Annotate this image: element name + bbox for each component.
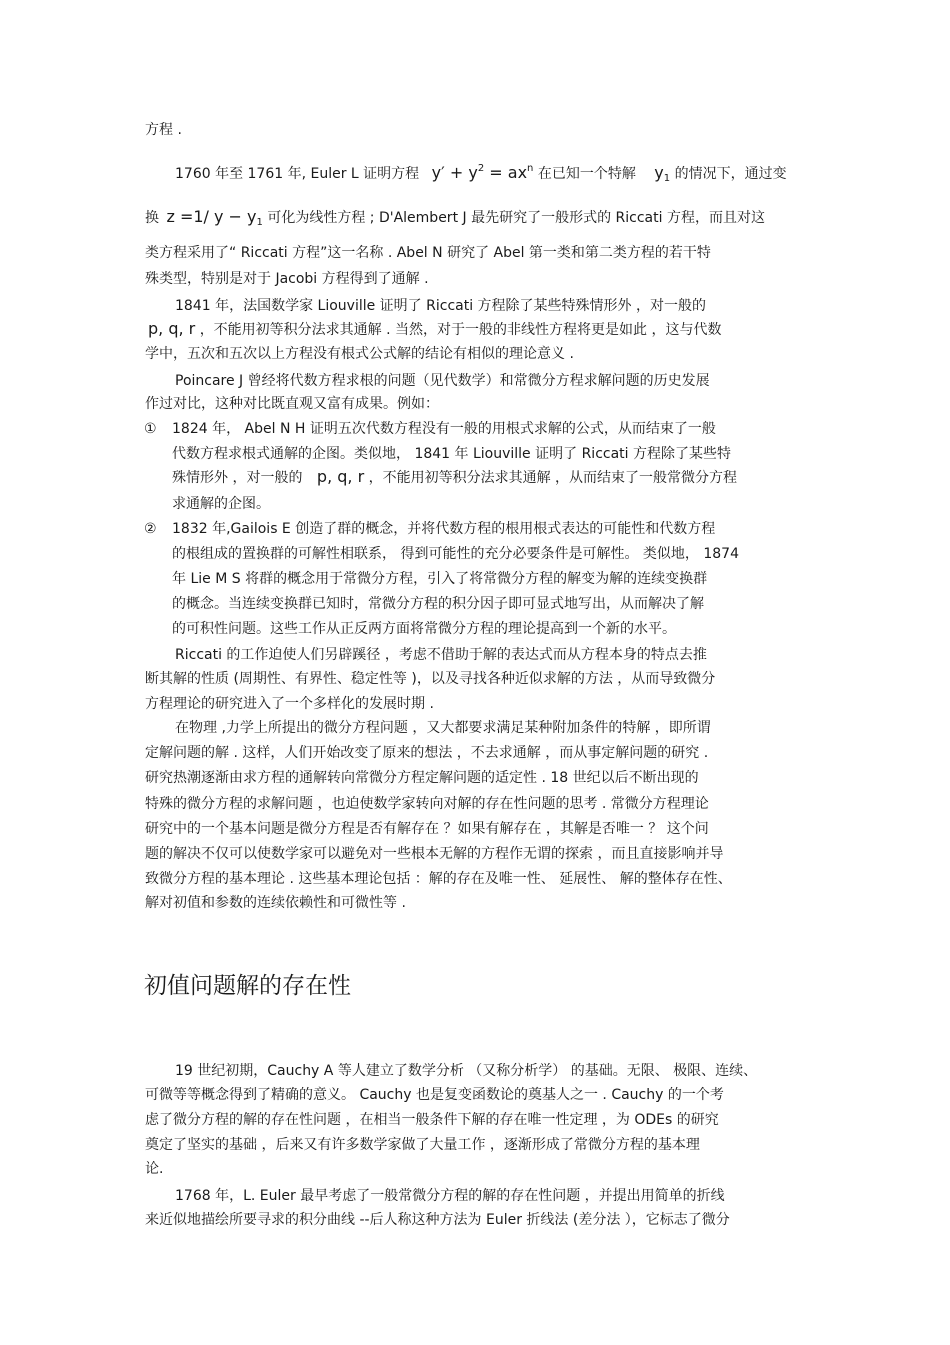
math-symbol: + [449,163,464,182]
pqr-symbols: p, q, r [316,467,365,486]
text-line: Riccati 的工作迫使人们另辟蹊径 ，考虑不借助于解的表达式而从方程本身的特点去推 [175,647,707,663]
pqr-symbols: p, q, r [148,319,196,338]
text-line: 的根组成的置换群的可解性相联系， 得到可能性的充分必要条件是可解性。 类似地， 1874 [172,546,739,562]
text-line: 1832 年,Gailois E 创造了群的概念，并将代数方程的根用根式表达的可能性和代数方程 [172,521,716,537]
math-symbol: = ax [489,163,528,182]
text-line: 在物理 ,力学上所提出的微分方程问题 ，又大都要求满足某种附加条件的特解 ，即所谓 [175,720,711,736]
text-line: 1841 年，法国数学家 Liouville 证明了 Riccati 方程除了某些特殊情形外 ，对一般的 [175,298,706,314]
text-segment: 换 [145,210,159,226]
text-line: 研究中的一个基本问题是微分方程是否有解存在 ？如果有解存在 ，其解是否唯一 ？ 这个问 [145,821,709,837]
math-exponent: 2 [477,163,485,174]
text-line: 殊类型，特别是对于 Jacobi 方程得到了通解 . [145,271,429,287]
text-segment: 在已知一个特解 [537,166,636,182]
text-line: 的概念。当连续变换群已知时，常微分方程的积分因子即可显式地写出，从而解决了解 [172,596,704,612]
list-marker-1: ① [144,421,157,437]
text-line: 年 Lie M S 将群的概念用于常微分方程，引入了将常微分方程的解变为解的连续变换群 [172,571,708,587]
text-line: 解对初值和参数的连续依赖性和可微性等 . [145,895,406,911]
text-line: 论. [145,1161,164,1177]
text-line: 虑了微分方程的解的存在性问题 ，在相当一般条件下解的存在唯一性定理 ，为 ODEs 的研究 [145,1112,719,1128]
text-line: 求通解的企图。 [172,496,270,512]
particular-solution-symbol [654,163,670,182]
text-line: 致微分方程的基本理论 . 这些基本理论包括 ：解的存在及唯一性、 延展性、 解的整体存在性、 [145,871,732,887]
math-subscript: 1 [256,217,263,228]
substitution-formula [166,207,262,226]
text-line: 来近似地描绘所要寻求的积分曲线 --后人称这种方法为 Euler 折线法 (差分法 ），它标志了微分 [145,1212,730,1228]
math-subscript: 1 [663,173,671,184]
text-segment: 的情况下，通过变 [674,166,787,182]
text-segment: 殊情形外 ，对一般的 [172,470,303,486]
text-line: 方程 . [145,122,182,138]
riccati-equation [432,163,534,182]
list-marker-2: ② [144,521,157,537]
text-line [175,160,787,188]
text-segment: 1760 年至 1761 年, Euler L 证明方程 [175,166,420,182]
text-line: 可微等等概念得到了精确的意义。 Cauchy 也是复变函数论的奠基人之一 . Cauchy 的一个考 [145,1087,724,1103]
math-symbol: y [468,163,478,182]
text-line: 定解问题的解 . 这样，人们开始改变了原来的想法 ，不去求通解 ，而从事定解问题的研究 . [145,745,709,761]
text-line: 1768 年，L. Euler 最早考虑了一般常微分方程的解的存在性问题 ，并提出用简单的折线 [175,1188,725,1204]
text-line: 题的解决不仅可以使数学家可以避免对一些根本无解的方程作无谓的探索 ，而且直接影响并导 [145,846,724,862]
text-segment: 可化为线性方程 ; D'Alembert J 最先研究了一般形式的 Riccati 方程，而且对这 [267,210,765,226]
text-line: 代数方程求根式通解的企图。类似地， 1841 年 Liouville 证明了 Riccati 方程除了某些特 [172,446,731,462]
text-line: 特殊的微分方程的求解问题 ，也迫使数学家转向对解的存在性问题的思考 . 常微分方程理论 [145,796,709,812]
text-line: 断其解的性质 (周期性、有界性、稳定性等 )，以及寻找各种近似求解的方法 ，从而导致微分 [145,671,716,687]
text-line [145,208,765,232]
text-line: 类方程采用了“ Riccati 方程”这一名称 . Abel N 研究了 Abel 第一类和第二类方程的若干特 [145,245,711,261]
text-line: 1824 年， Abel N H 证明五次代数方程没有一般的用根式求解的公式，从而结束了一般 [172,421,716,437]
text-line [172,468,737,487]
text-line: 奠定了坚实的基础 ，后来又有许多数学家做了大量工作 ，逐渐形成了常微分方程的基本理 [145,1137,700,1153]
text-line: 研究热潮逐渐由求方程的通解转向常微分方程定解问题的适定性 . 18 世纪以后不断出现的 [145,770,699,786]
text-line: 学中，五次和五次以上方程没有根式公式解的结论有相似的理论意义 . [145,346,574,362]
text-segment: ，不能用初等积分法求其通解 ，从而结束了一般常微分方程 [368,470,738,486]
text-line: Poincare J 曾经将代数方程求根的问题（见代数学）和常微分方程求解问题的历史发展 [175,373,710,389]
section-heading: 初值问题解的存在性 [144,973,351,999]
text-segment: ，不能用初等积分法求其通解 . 当然，对于一般的非线性方程将更是如此 ，这与代数 [199,322,722,338]
text-line [148,320,722,339]
math-exponent: n [527,163,534,174]
text-line: 方程理论的研究进入了一个多样化的发展时期 . [145,696,434,712]
text-line: 的可积性问题。这些工作从正反两方面将常微分方程的理论提高到一个新的水平。 [172,621,676,637]
text-line: 19 世纪初期，Cauchy A 等人建立了数学分析 （又称分析学） 的基础。无限、 极限、连续、 [175,1063,758,1079]
math-symbol: ′ [441,163,445,182]
math-symbol: z =1/ y − y [166,207,257,226]
math-symbol: y [654,163,664,182]
text-line: 作过对比，这种对比既直观又富有成果。例如： [145,396,439,412]
math-symbol: y [431,163,442,182]
